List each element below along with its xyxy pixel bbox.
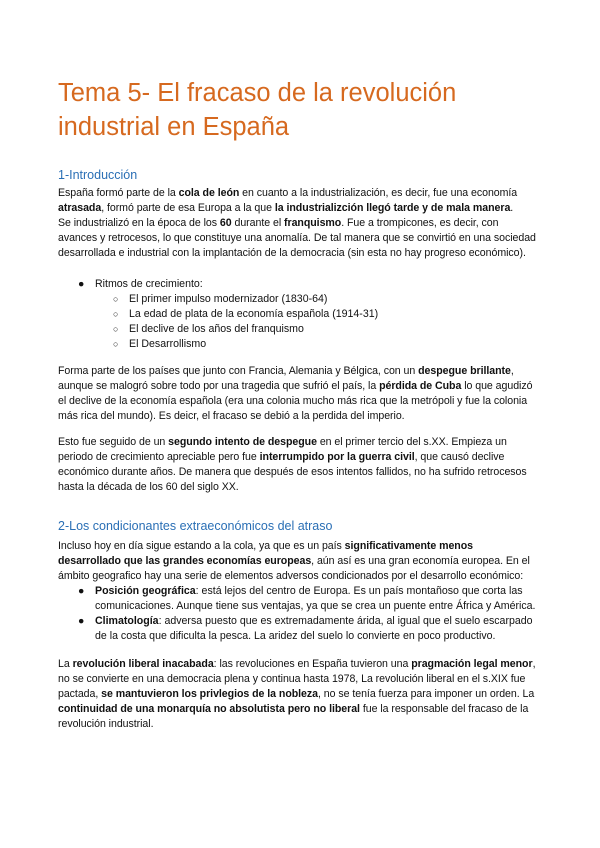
text-run: durante el xyxy=(231,217,285,229)
bold-text: interrumpido por la guerra civil xyxy=(259,451,415,463)
text-line: desarrollada e industrial con la implantación de la democracia (sin esta no hay progreso económico). xyxy=(58,247,526,259)
list-item-label: Ritmos de crecimiento: xyxy=(95,278,203,290)
list-item-label: La edad de plata de la economía española (1914-31) xyxy=(129,308,379,320)
list-item-label: El declive de los años del franquismo xyxy=(129,323,304,335)
text-run: , que causó declive xyxy=(414,451,505,463)
text-run: : adversa puesto que es extremadamente árida, al igual que el suelo escarpado xyxy=(158,615,533,627)
text-run: de la costa que dificulta la pesca. La aridez del suelo lo convierte en poco productivo. xyxy=(95,630,496,642)
bold-text: revolución liberal inacabada xyxy=(72,658,214,670)
text-run: España formó parte de la xyxy=(58,187,179,199)
list-item-label: El primer impulso modernizador (1830-64) xyxy=(129,293,328,305)
title-line-2: industrial en España xyxy=(58,113,290,141)
text-run: periodo de crecimiento apreciable pero fue xyxy=(58,451,260,463)
text-line: avances y retrocesos, lo que constituye una anomalía. De tal manera que se convirtió en una sociedad xyxy=(58,232,536,244)
bullet-icon: ● xyxy=(78,278,85,290)
paragraph-cola xyxy=(58,539,548,584)
list-item xyxy=(58,584,548,614)
text-line: hasta la década de los 60 del siglo XX. xyxy=(58,481,239,493)
list-item xyxy=(58,614,548,644)
circle-bullet-icon: ○ xyxy=(113,324,119,334)
text-line: más rica del mundo). Es deicr, el fracaso se debió a la perdida del imperio. xyxy=(58,410,405,422)
bold-text: despegue brillante xyxy=(418,365,511,377)
text-run: pactada, xyxy=(58,688,102,700)
list-item-label: El Desarrollismo xyxy=(129,338,207,350)
bullet-icon: ● xyxy=(78,615,85,627)
section-heading-introduccion: 1-Introducción xyxy=(58,168,138,182)
text-line: económico durante años. De manera que después de esos intentos fallidos, no ha sufrido retrocesos xyxy=(58,466,527,478)
sub-list-item xyxy=(58,337,548,352)
bold-text: significativamente menos xyxy=(344,540,473,552)
bold-text: 60 xyxy=(219,217,232,229)
growth-rhythms-list xyxy=(58,277,548,352)
bold-text: desarrollado que las grandes economías europeas xyxy=(58,555,312,567)
bold-text: continuidad de una monarquía no absolutista pero no liberal xyxy=(58,703,360,715)
bold-text: segundo intento de despegue xyxy=(168,436,317,448)
text-line: ámbito geografico hay una serie de elementos adversos condicionados por el desarrollo económico: xyxy=(58,570,524,582)
text-run: . xyxy=(510,202,514,214)
text-run: : está lejos del centro de Europa. Es un país montañoso que corta las xyxy=(195,585,523,597)
text-run: lo que agudizó xyxy=(461,380,533,392)
text-run: Se industrializó en la época de los xyxy=(58,217,220,229)
geographic-factors-list xyxy=(58,584,548,644)
bold-text: Climatología xyxy=(95,615,159,627)
bold-text: atrasada xyxy=(58,202,102,214)
sub-list-item xyxy=(58,322,548,337)
text-line: el declive de la economía española (era una colonia mucho más rica que la metrópoli y fue la colonia xyxy=(58,395,528,407)
text-run: fue la responsable del fracaso de la xyxy=(359,703,529,715)
text-run: aunque se malogró sobre todo por una tragedia que sufrió el país, la xyxy=(58,380,380,392)
circle-bullet-icon: ○ xyxy=(113,294,119,304)
page-title xyxy=(58,76,558,144)
circle-bullet-icon: ○ xyxy=(113,339,119,349)
text-run: Incluso hoy en día sigue estando a la cola, ya que es un país xyxy=(58,540,345,552)
text-run: comunicaciones. Aunque tiene sus ventajas, ya que se crea un puente entre África y América. xyxy=(95,600,536,612)
bold-text: cola de león xyxy=(178,187,240,199)
list-item xyxy=(58,277,548,292)
title-line-1: Tema 5- El fracaso de la revolución xyxy=(58,79,457,107)
text-run: , xyxy=(510,365,514,377)
text-run: , formó parte de esa Europa a la que xyxy=(101,202,275,214)
text-run: en cuanto a la industrialización, es decir, fue una economía xyxy=(239,187,518,199)
bold-text: franquismo xyxy=(284,217,342,229)
sub-list-item xyxy=(58,292,548,307)
text-line: no se convierte en una democracia plena y continua hasta 1978, La revolución liberal en el s.XIX fue xyxy=(58,673,526,685)
sub-list-item xyxy=(58,307,548,322)
text-run: Esto fue seguido de un xyxy=(58,436,169,448)
intro-paragraph xyxy=(58,186,548,261)
paragraph-despegue xyxy=(58,364,548,424)
circle-bullet-icon: ○ xyxy=(113,309,119,319)
text-run: , xyxy=(532,658,536,670)
paragraph-revolucion-liberal xyxy=(58,657,548,732)
text-line: revolución industrial. xyxy=(58,718,154,730)
bold-text: pérdida de Cuba xyxy=(379,380,462,392)
text-run: , aún así es una gran economía europea. En el xyxy=(311,555,530,567)
text-run: , no se tenía fuerza para imponer un orden. La xyxy=(318,688,535,700)
bold-text: pragmación legal menor xyxy=(411,658,533,670)
bullet-icon: ● xyxy=(78,585,85,597)
text-run: en el primer tercio del s.XX. Empieza un xyxy=(316,436,507,448)
paragraph-segundo-intento xyxy=(58,435,548,495)
section-heading-condicionantes: 2-Los condicionantes extraeconómicos del atraso xyxy=(58,519,333,533)
text-run: La xyxy=(58,658,73,670)
bold-text: Posición geográfica xyxy=(95,585,196,597)
bold-text: se mantuvieron los privlegios de la nobleza xyxy=(101,688,318,700)
text-run: Forma parte de los países que junto con Francia, Alemania y Bélgica, con un xyxy=(58,365,419,377)
bold-text: la industrializción llegó tarde y de mala manera xyxy=(274,202,511,214)
text-run: . Fue a trompicones, es decir, con xyxy=(341,217,499,229)
text-run: : las revoluciones en España tuvieron una xyxy=(213,658,412,670)
